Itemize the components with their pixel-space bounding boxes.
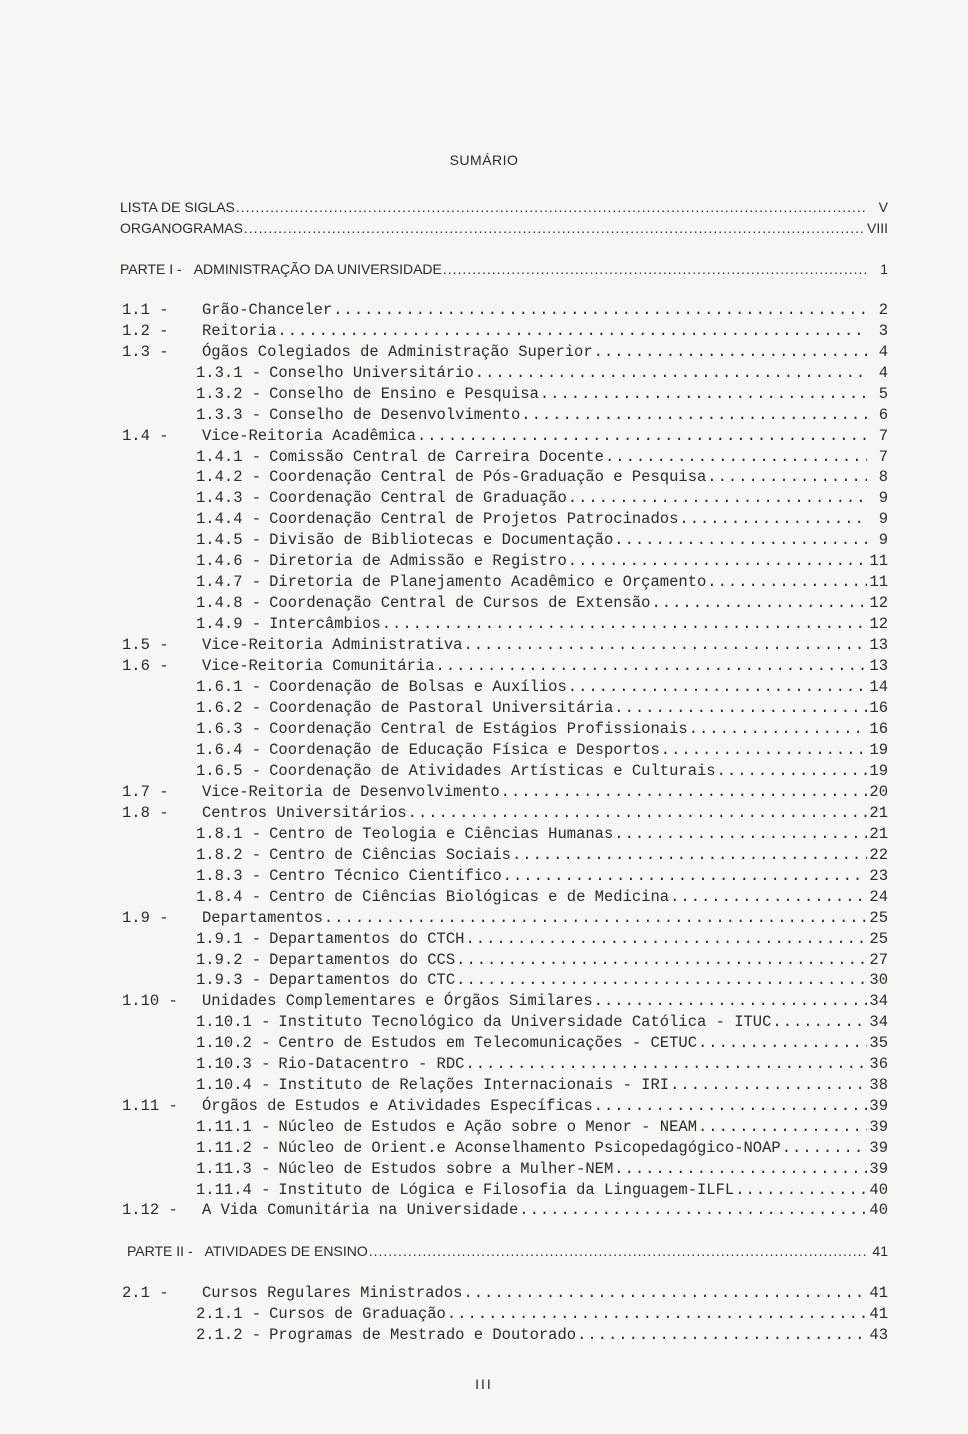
toc-entry-number: 1.11.3 - [196, 1160, 271, 1178]
toc-entry-number: 1.4.7 - [196, 573, 262, 591]
toc-entry-label: Coordenação de Atividades Artísticas e Culturais [269, 762, 716, 780]
toc-entry-page: 24 [869, 888, 888, 906]
dot-leader [369, 1241, 867, 1261]
toc-entry [196, 1180, 888, 1200]
toc-entry [196, 488, 888, 508]
dot-leader [717, 761, 867, 781]
toc-entry-number: 1.6 - [122, 657, 169, 675]
dot-leader [772, 1012, 867, 1032]
toc-entry-number: 2.1.1 - [196, 1305, 262, 1323]
dot-leader [447, 1304, 867, 1324]
toc-entry-page: 11 [869, 552, 888, 570]
toc-entry [196, 824, 888, 844]
toc-entry-page: 34 [869, 992, 888, 1010]
toc-entry-number: 1.9.3 - [196, 971, 262, 989]
toc-entry-page: 8 [878, 468, 888, 486]
toc-entry [196, 1325, 888, 1345]
toc-entry-number: PARTE I - [120, 261, 182, 277]
dot-leader [277, 321, 867, 341]
dot-leader [568, 488, 867, 508]
toc-entry-number: 1.11.4 - [196, 1181, 271, 1199]
dot-leader [501, 782, 867, 802]
toc-entry-label: Instituto de Relações Internacionais - IRI [278, 1076, 670, 1094]
toc-entry-page: 27 [869, 951, 888, 969]
toc-entry-number: 1.11.1 - [196, 1118, 271, 1136]
toc-entry-page: 13 [869, 636, 888, 654]
dot-leader [463, 635, 867, 655]
toc-entry [196, 929, 888, 949]
toc-entry-number: 1.10.4 - [196, 1076, 271, 1094]
toc-entry [196, 950, 888, 970]
toc-entry-page: 36 [869, 1055, 888, 1073]
toc-entry-page: 35 [869, 1034, 888, 1052]
toc-entry-number: 1.8.2 - [196, 846, 262, 864]
toc-entry-page: 7 [878, 427, 888, 445]
toc-entry-number: 1.7 - [122, 783, 169, 801]
toc-entry-label: Vice-Reitoria Comunitária [202, 657, 435, 675]
toc-entry-page: 41 [869, 1284, 888, 1302]
toc-entry-label: Conselho de Ensino e Pesquisa [269, 385, 539, 403]
dot-leader [605, 447, 867, 467]
toc-entry-number: 1.6.5 - [196, 762, 262, 780]
dot-leader [456, 950, 867, 970]
toc-entry-page: 38 [869, 1076, 888, 1094]
toc-entry-page: 23 [869, 867, 888, 885]
toc-entry-page: 12 [869, 615, 888, 633]
toc-entry-label: Departamentos [202, 909, 323, 927]
toc-entry-label: Instituto de Lógica e Filosofia da Linguagem-ILFL [278, 1181, 735, 1199]
toc-entry-label: Diretoria de Admissão e Registro [269, 552, 567, 570]
dot-leader [577, 1325, 867, 1345]
dot-leader [417, 426, 867, 446]
toc-entry-number: 1.10.1 - [196, 1013, 271, 1031]
toc-entry-number: 2.1 - [122, 1284, 169, 1302]
toc-entry-label: Instituto Tecnológico da Universidade Católica - ITUC [278, 1013, 772, 1031]
toc-entry-page: 11 [869, 573, 888, 591]
dot-leader [443, 259, 867, 279]
dot-leader [652, 593, 868, 613]
toc-entry-page: 39 [869, 1160, 888, 1178]
toc-entry-label: Departamentos do CTCH [269, 930, 465, 948]
dot-leader [521, 405, 867, 425]
toc-entry [122, 342, 888, 362]
toc-entry-number: 1.4.6 - [196, 552, 262, 570]
toc-entry-page: 12 [869, 594, 888, 612]
dot-leader [614, 698, 867, 718]
toc-entry-number: 1.1 - [122, 301, 169, 319]
toc-entry-page: 41 [872, 1243, 888, 1259]
toc-entry-page: 30 [869, 971, 888, 989]
toc-entry [120, 259, 888, 279]
toc-entry-page: 21 [869, 804, 888, 822]
toc-entry-label: ORGANOGRAMAS [120, 220, 243, 236]
toc-entry-number: 1.10.2 - [196, 1034, 271, 1052]
toc-entry-page: 39 [869, 1118, 888, 1136]
toc-entry [196, 1075, 888, 1095]
toc-entry-label: Centro de Estudos em Telecomunicações - CETUC [278, 1034, 697, 1052]
toc-entry [196, 509, 888, 529]
toc-entry-label: Rio-Datacentro - RDC [278, 1055, 465, 1073]
toc-entry-number: 1.6.2 - [196, 699, 262, 717]
toc-entry [122, 803, 888, 823]
toc-entry-number: 2.1.2 - [196, 1326, 262, 1344]
toc-entry-page: 39 [869, 1139, 888, 1157]
toc-entry-page: 19 [869, 762, 888, 780]
toc-entry-number: 1.4.8 - [196, 594, 262, 612]
dot-leader [503, 866, 867, 886]
toc-entry [196, 1138, 888, 1158]
toc-entry [196, 698, 888, 718]
toc-entry-number: 1.11.2 - [196, 1139, 271, 1157]
dot-leader [698, 1033, 867, 1053]
toc-entry-page: V [878, 199, 888, 215]
toc-entry-label: Grão-Chanceler [202, 301, 333, 319]
dot-leader [463, 1283, 867, 1303]
toc-entry [196, 405, 888, 425]
page-number: III [475, 1376, 493, 1392]
dot-leader [519, 1200, 867, 1220]
toc-entry [122, 300, 888, 320]
toc-entry-page: 34 [869, 1013, 888, 1031]
dot-leader [244, 218, 866, 238]
page-title: SUMÁRIO [449, 152, 519, 168]
toc-entry [122, 1200, 888, 1220]
toc-entry-label: Vice-Reitoria Acadêmica [202, 427, 416, 445]
toc-entry-page: 9 [878, 489, 888, 507]
toc-entry-label: Núcleo de Estudos e Ação sobre o Menor - NEAM [278, 1118, 697, 1136]
toc-entry-page: VIII [866, 220, 888, 236]
toc-entry-number: 1.12 - [122, 1201, 178, 1219]
toc-entry-number: 1.3.2 - [196, 385, 262, 403]
toc-entry [196, 572, 888, 592]
toc-entry-number: PARTE II - [127, 1243, 193, 1259]
toc-entry [122, 782, 888, 802]
toc-entry-label: Cursos Regulares Ministrados [202, 1284, 463, 1302]
dot-leader [324, 908, 867, 928]
dot-leader [670, 1075, 867, 1095]
dot-leader [436, 656, 867, 676]
toc-entry [122, 908, 888, 928]
toc-entry-page: 22 [869, 846, 888, 864]
toc-entry-page: 3 [878, 322, 888, 340]
toc-entry-number: 1.10.3 - [196, 1055, 271, 1073]
toc-entry-label: ADMINISTRAÇÃO DA UNIVERSIDADE [193, 261, 442, 277]
toc-entry-label: A Vida Comunitária na Universidade [202, 1201, 519, 1219]
toc-entry [196, 467, 888, 487]
toc-entry-page: 9 [878, 531, 888, 549]
toc-entry-label: Centro de Ciências Sociais [269, 846, 511, 864]
toc-entry [122, 656, 888, 676]
toc-entry [122, 1096, 888, 1116]
toc-entry [196, 845, 888, 865]
dot-leader [707, 467, 867, 487]
toc-entry-page: 25 [869, 909, 888, 927]
toc-entry-label: Órgãos de Estudos e Atividades Específicas [202, 1097, 593, 1115]
dot-leader [540, 384, 867, 404]
toc-entry-page: 2 [878, 301, 888, 319]
toc-entry-page: 41 [869, 1305, 888, 1323]
toc-entry-page: 16 [869, 699, 888, 717]
dot-leader [475, 363, 867, 383]
toc-entry-number: 1.4.9 - [196, 615, 262, 633]
toc-entry-label: Centro de Ciências Biológicas e de Medicina [269, 888, 670, 906]
dot-leader [614, 1159, 867, 1179]
toc-entry [122, 991, 888, 1011]
toc-entry-page: 21 [869, 825, 888, 843]
toc-entry-label: Unidades Complementares e Órgãos Similares [202, 992, 593, 1010]
toc-entry-number: 1.3.1 - [196, 364, 262, 382]
toc-entry [196, 866, 888, 886]
toc-entry [196, 1304, 888, 1324]
toc-entry [196, 363, 888, 383]
toc-entry [122, 426, 888, 446]
toc-entry [196, 614, 888, 634]
dot-leader [614, 530, 867, 550]
toc-entry-label: Cursos de Graduação [269, 1305, 446, 1323]
dot-leader [670, 887, 867, 907]
toc-entry [196, 970, 888, 990]
toc-entry-number: 1.4.4 - [196, 510, 262, 528]
toc-entry-number: 1.3.3 - [196, 406, 262, 424]
toc-entry [196, 1159, 888, 1179]
dot-leader [568, 677, 867, 697]
toc-entry-label: Coordenação Central de Graduação [269, 489, 567, 507]
toc-entry-number: 1.10 - [122, 992, 178, 1010]
toc-entry-label: Ógãos Colegiados de Administração Superior [202, 343, 593, 361]
toc-entry-label: Departamentos do CTC [269, 971, 456, 989]
toc-entry-label: Conselho de Desenvolvimento [269, 406, 521, 424]
toc-entry-page: 6 [878, 406, 888, 424]
toc-entry-label: Coordenação Central de Estágios Profissionais [269, 720, 688, 738]
toc-entry-label: Intercâmbios [269, 615, 381, 633]
dot-leader [333, 300, 867, 320]
dot-leader [236, 197, 867, 217]
toc-entry-number: 1.8.4 - [196, 888, 262, 906]
toc-entry-number: 1.4.5 - [196, 531, 262, 549]
toc-entry-number: 1.6.3 - [196, 720, 262, 738]
toc-entry-number: 1.9 - [122, 909, 169, 927]
toc-entry-label: Comissão Central de Carreira Docente [269, 448, 604, 466]
toc-entry-page: 25 [869, 930, 888, 948]
dot-leader [782, 1138, 867, 1158]
toc-entry-label: Vice-Reitoria Administrativa [202, 636, 463, 654]
toc-entry-number: 1.9.1 - [196, 930, 262, 948]
toc-entry [122, 635, 888, 655]
toc-entry-label: Centro de Teologia e Ciências Humanas [269, 825, 614, 843]
toc-entry-page: 43 [869, 1326, 888, 1344]
dot-leader [679, 509, 867, 529]
toc-entry-label: Coordenação de Pastoral Universitária [269, 699, 614, 717]
toc-entry-number: 1.8.3 - [196, 867, 262, 885]
toc-entry-page: 4 [878, 364, 888, 382]
dot-leader [735, 1180, 867, 1200]
toc-entry-label: ATIVIDADES DE ENSINO [204, 1243, 368, 1259]
toc-entry-label: Conselho Universitário [269, 364, 474, 382]
toc-entry-number: 1.11 - [122, 1097, 178, 1115]
toc-entry [122, 1283, 888, 1303]
toc-entry [196, 530, 888, 550]
toc-entry-label: Divisão de Bibliotecas e Documentação [269, 531, 614, 549]
toc-entry [196, 1012, 888, 1032]
toc-entry-page: 20 [869, 783, 888, 801]
toc-entry-page: 40 [869, 1181, 888, 1199]
toc-entry [196, 551, 888, 571]
toc-entry-label: Coordenação de Bolsas e Auxílios [269, 678, 567, 696]
toc-entry-label: Vice-Reitoria de Desenvolvimento [202, 783, 500, 801]
toc-entry-label: Núcleo de Estudos sobre a Mulher-NEM [278, 1160, 614, 1178]
toc-entry-label: Centro Técnico Científico [269, 867, 502, 885]
toc-entry-label: Centros Universitários [202, 804, 407, 822]
dot-leader [594, 1096, 867, 1116]
dot-leader [594, 342, 867, 362]
toc-entry-page: 13 [869, 657, 888, 675]
toc-entry [196, 593, 888, 613]
toc-entry-number: 1.6.4 - [196, 741, 262, 759]
dot-leader [408, 803, 867, 823]
toc-entry-number: 1.4.2 - [196, 468, 262, 486]
toc-entry-page: 19 [869, 741, 888, 759]
toc-entry-page: 39 [869, 1097, 888, 1115]
toc-entry-number: 1.4.1 - [196, 448, 262, 466]
toc-entry-label: Coordenação Central de Cursos de Extensão [269, 594, 651, 612]
toc-entry-number: 1.4.3 - [196, 489, 262, 507]
toc-entry-page: 9 [878, 510, 888, 528]
dot-leader [698, 1117, 867, 1137]
dot-leader [465, 929, 867, 949]
toc-entry [196, 887, 888, 907]
toc-entry-label: Coordenação Central de Projetos Patrocinados [269, 510, 679, 528]
dot-leader [614, 824, 867, 844]
dot-leader [465, 1054, 867, 1074]
dot-leader [456, 970, 867, 990]
toc-entry-number: 1.6.1 - [196, 678, 262, 696]
toc-entry [196, 761, 888, 781]
toc-entry-label: Coordenação Central de Pós-Graduação e Pesquisa [269, 468, 707, 486]
toc-entry-number: 1.8 - [122, 804, 169, 822]
toc-entry-page: 7 [878, 448, 888, 466]
toc-entry [196, 719, 888, 739]
dot-leader [594, 991, 867, 1011]
toc-entry-label: Diretoria de Planejamento Acadêmico e Orçamento [269, 573, 707, 591]
toc-entry-number: 1.2 - [122, 322, 169, 340]
toc-entry-page: 16 [869, 720, 888, 738]
toc-entry-page: 1 [880, 261, 888, 277]
toc-entry [196, 1054, 888, 1074]
toc-entry [196, 1117, 888, 1137]
dot-leader [512, 845, 867, 865]
dot-leader [568, 551, 867, 571]
toc-entry-page: 5 [878, 385, 888, 403]
toc-entry-number: 1.8.1 - [196, 825, 262, 843]
dot-leader [661, 740, 867, 760]
toc-entry [196, 740, 888, 760]
toc-entry [196, 447, 888, 467]
toc-entry-number: 1.3 - [122, 343, 169, 361]
toc-entry [127, 1241, 888, 1261]
toc-entry [196, 677, 888, 697]
toc-entry-number: 1.4 - [122, 427, 169, 445]
toc-entry [120, 218, 888, 238]
toc-entry-page: 14 [869, 678, 888, 696]
dot-leader [689, 719, 867, 739]
toc-entry-number: 1.5 - [122, 636, 169, 654]
toc-entry [120, 197, 888, 217]
toc-entry [196, 384, 888, 404]
toc-entry [122, 321, 888, 341]
toc-entry-label: Núcleo de Orient.e Aconselhamento Psicopedagógico-NOAP [278, 1139, 781, 1157]
toc-entry-page: 40 [869, 1201, 888, 1219]
toc-entry-label: Reitoria [202, 322, 277, 340]
toc-entry-page: 4 [878, 343, 888, 361]
toc-entry-label: Departamentos do CCS [269, 951, 456, 969]
dot-leader [707, 572, 867, 592]
toc-entry-label: LISTA DE SIGLAS [120, 199, 235, 215]
toc-entry-number: 1.9.2 - [196, 951, 262, 969]
dot-leader [382, 614, 867, 634]
toc-entry-label: Coordenação de Educação Física e Desportos [269, 741, 660, 759]
toc-entry-label: Programas de Mestrado e Doutorado [269, 1326, 577, 1344]
toc-entry [196, 1033, 888, 1053]
